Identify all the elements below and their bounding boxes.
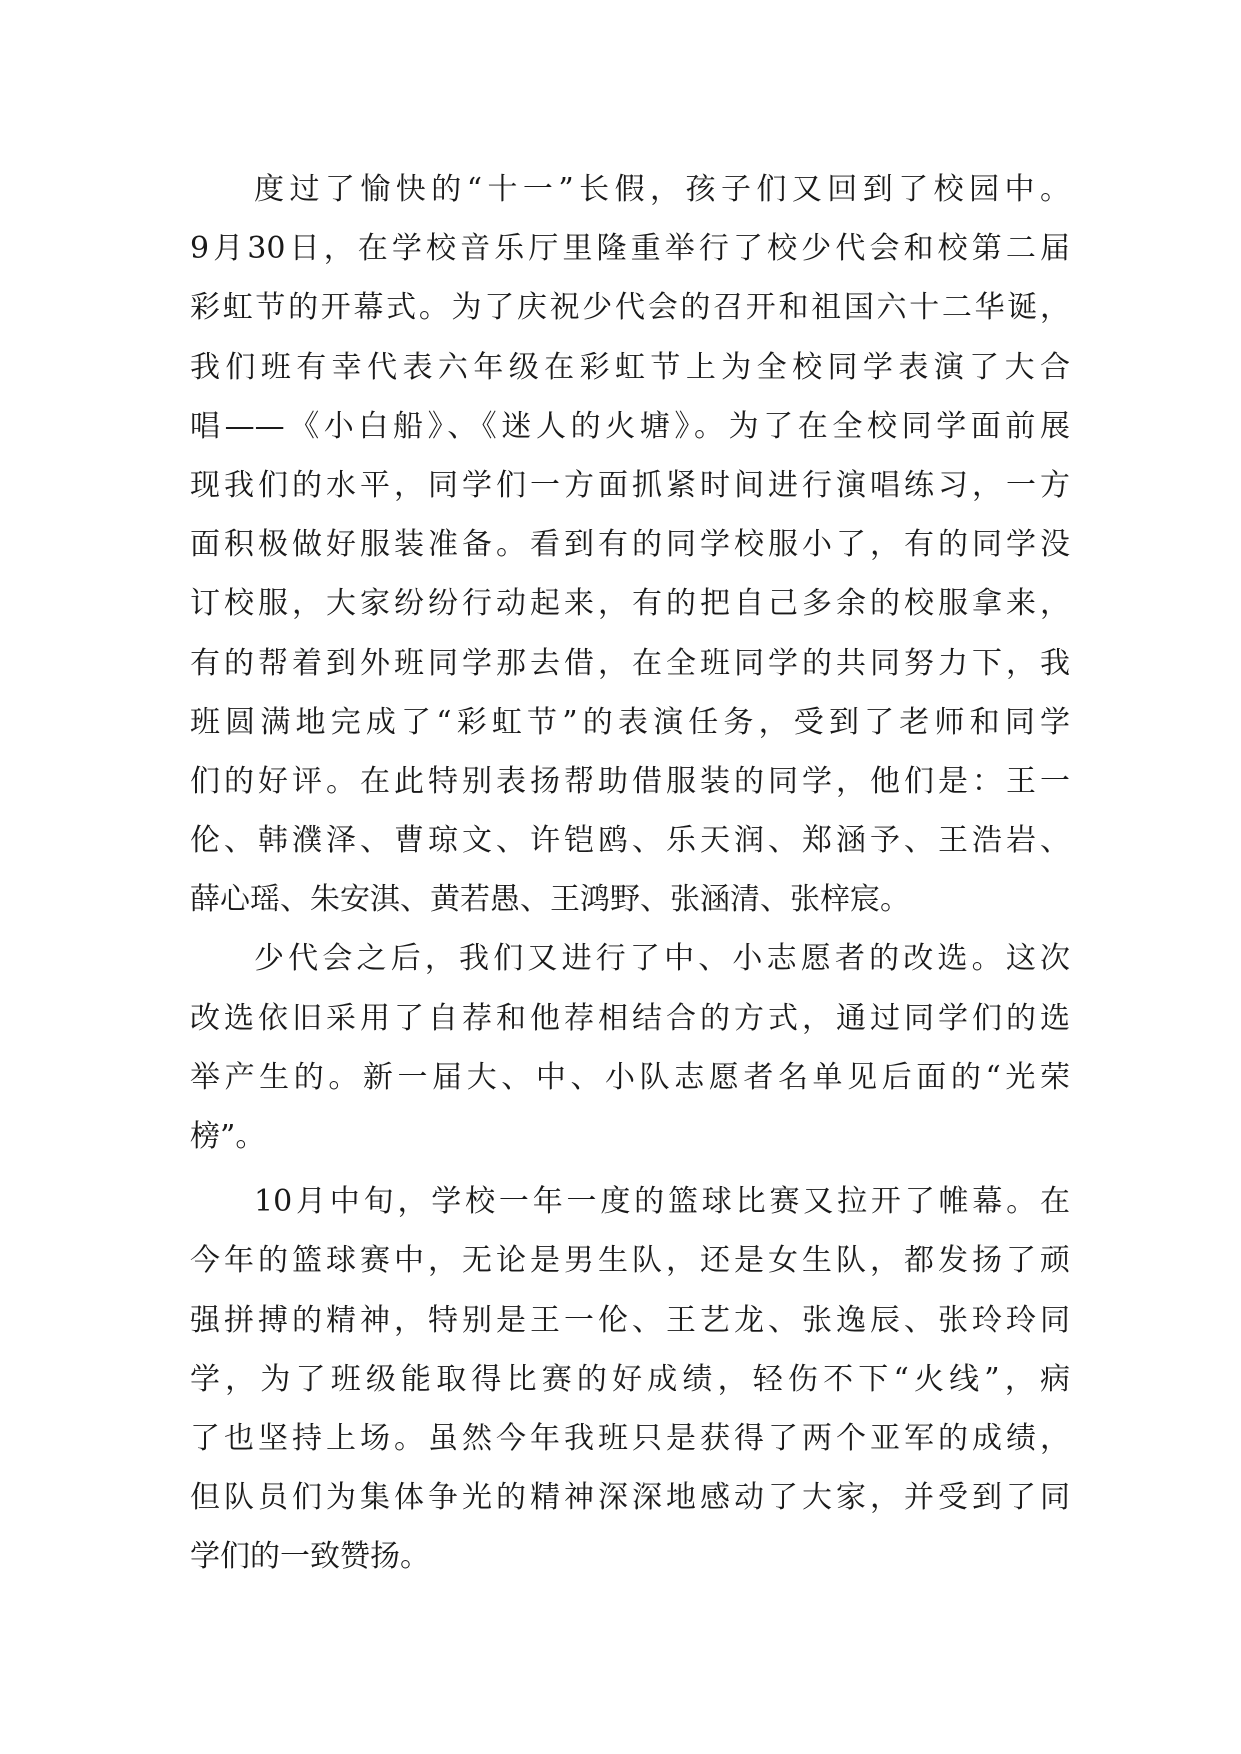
text-line: 榜”。	[190, 1119, 266, 1154]
paragraph-ceremony	[190, 160, 1070, 929]
text-line: 学们的一致赞扬。	[190, 1539, 430, 1575]
text-line: 唱——《小白船》、《迷人的火塘》。为了在全校同学面前展	[190, 408, 1070, 444]
text-line: 10月中旬，学校一年一度的篮球比赛又拉开了帷幕。在	[254, 1184, 1070, 1220]
text-line: 少代会之后，我们又进行了中、小志愿者的改选。这次	[254, 941, 1070, 977]
text-line: 了也坚持上场。虽然今年我班只是获得了两个亚军的成绩，	[190, 1420, 1070, 1456]
text-line: 们的好评。在此特别表扬帮助借服装的同学，他们是：王一	[190, 763, 1070, 799]
text-line: 彩虹节的开幕式。为了庆祝少代会的召开和祖国六十二华诞，	[190, 290, 1070, 326]
text-line: 有的帮着到外班同学那去借，在全班同学的共同努力下，我	[190, 645, 1070, 681]
text-line: 9月30日，在学校音乐厅里隆重举行了校少代会和校第二届	[190, 231, 1070, 267]
paragraph-volunteer-election	[190, 929, 1070, 1166]
text-line: 我们班有幸代表六年级在彩虹节上为全校同学表演了大合	[190, 349, 1070, 385]
text-line: 伦、韩濮泽、曹琼文、许铠鸥、乐天润、郑涵予、王浩岩、	[190, 823, 1070, 859]
text-line: 学，为了班级能取得比赛的好成绩，轻伤不下“火线”，病	[190, 1361, 1070, 1397]
text-line: 薛心瑶、朱安淇、黄若愚、王鸿野、张涵清、张梓宸。	[190, 882, 910, 918]
text-line: 面积极做好服装准备。看到有的同学校服小了，有的同学没	[190, 527, 1070, 563]
text-line: 订校服，大家纷纷行动起来，有的把自己多余的校服拿来，	[190, 586, 1070, 622]
text-line: 现我们的水平，同学们一方面抓紧时间进行演唱练习，一方	[190, 467, 1070, 503]
text-line: 强拼搏的精神，特别是王一伦、王艺龙、张逸辰、张玲玲同	[190, 1302, 1070, 1338]
document-body	[190, 160, 1070, 1587]
paragraph-basketball	[190, 1172, 1070, 1586]
text-line: 改选依旧采用了自荐和他荐相结合的方式，通过同学们的选	[190, 1000, 1070, 1036]
text-line: 举产生的。新一届大、中、小队志愿者名单见后面的“光荣	[190, 1059, 1070, 1095]
text-line: 班圆满地完成了“彩虹节”的表演任务，受到了老师和同学	[190, 704, 1070, 740]
text-line: 今年的篮球赛中，无论是男生队，还是女生队，都发扬了顽	[190, 1243, 1070, 1279]
text-line: 但队员们为集体争光的精神深深地感动了大家，并受到了同	[190, 1480, 1070, 1516]
text-line: 度过了愉快的“十一”长假，孩子们又回到了校园中。	[254, 172, 1070, 207]
